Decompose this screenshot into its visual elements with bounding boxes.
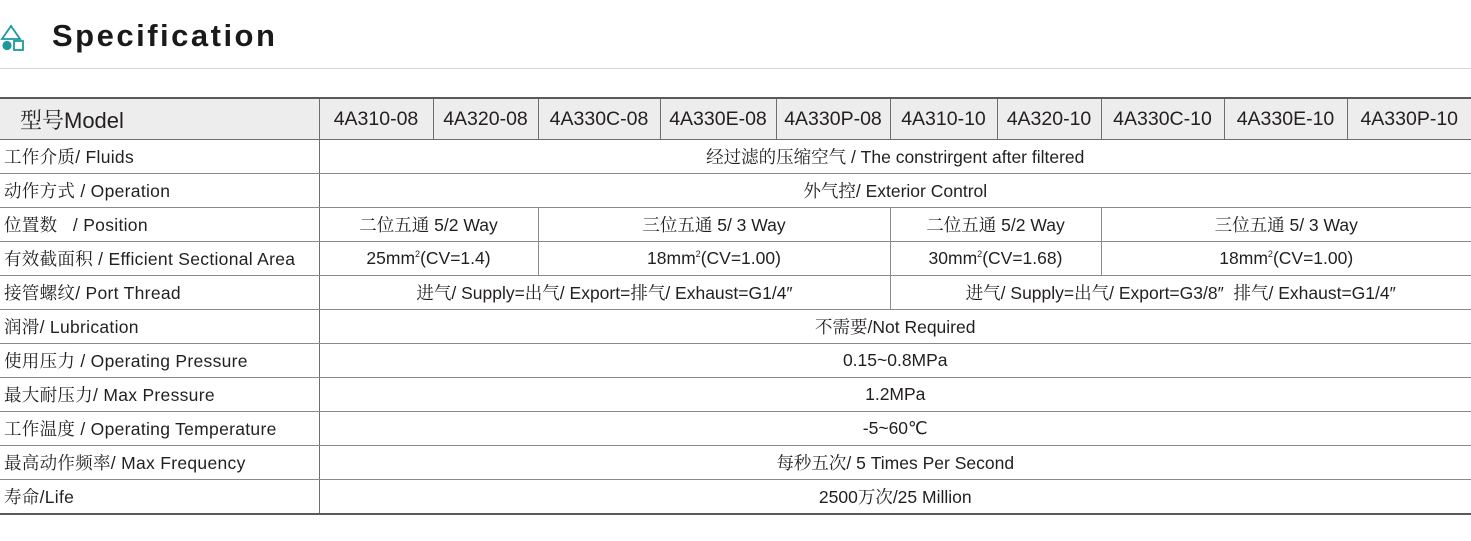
shapes-icon — [0, 24, 28, 52]
area-value: $18mm^2(CV=1.00)$ — [538, 242, 890, 276]
operating-pressure-value: 0.15~0.8MPa — [319, 344, 1471, 378]
operation-value: 外气控/ Exterior Control — [319, 174, 1471, 208]
specification-table — [0, 97, 1471, 515]
row-label-area: 有效截面积 / Efficient Sectional Area — [0, 242, 319, 276]
row-label-temperature: 工作温度 / Operating Temperature — [0, 412, 319, 446]
page-title: Specification — [52, 18, 278, 53]
port-thread-value: 进气/ Supply=出气/ Export=G3/8″ 排气/ Exhaust=G1/4″ — [890, 276, 1471, 310]
table-row — [0, 446, 1471, 480]
position-value: 三位五通 5/ 3 Way — [1101, 208, 1471, 242]
model-cell: 4A330P-10 — [1347, 98, 1471, 140]
table-row — [0, 208, 1471, 242]
row-label-operating-pressure: 使用压力 / Operating Pressure — [0, 344, 319, 378]
row-label-operation: 动作方式 / Operation — [0, 174, 319, 208]
row-label-max-frequency: 最高动作频率/ Max Frequency — [0, 446, 319, 480]
port-thread-value: 进气/ Supply=出气/ Export=排气/ Exhaust=G1/4″ — [319, 276, 890, 310]
table-row — [0, 140, 1471, 174]
area-value: $30mm^2(CV=1.68)$ — [890, 242, 1101, 276]
model-cell: 4A330E-08 — [660, 98, 776, 140]
model-cell: 4A320-10 — [997, 98, 1101, 140]
model-label: 型号Model — [0, 98, 319, 140]
table-row — [0, 344, 1471, 378]
row-label-lubrication: 润滑/ Lubrication — [0, 310, 319, 344]
table-row — [0, 480, 1471, 515]
model-cell: 4A310-08 — [319, 98, 433, 140]
table-row — [0, 378, 1471, 412]
model-cell: 4A330C-10 — [1101, 98, 1224, 140]
row-label-fluids: 工作介质/ Fluids — [0, 140, 319, 174]
position-value: 二位五通 5/2 Way — [319, 208, 538, 242]
temperature-value: -5~60℃ — [319, 412, 1471, 446]
position-value: 二位五通 5/2 Way — [890, 208, 1101, 242]
page-header — [0, 14, 1471, 60]
model-cell: 4A330C-08 — [538, 98, 660, 140]
model-cell: 4A330E-10 — [1224, 98, 1347, 140]
life-value: 2500万次/25 Million — [818, 487, 972, 507]
area-value: $25mm^2(CV=1.4)$ — [319, 242, 538, 276]
model-cell: 4A330P-08 — [776, 98, 890, 140]
row-label-position: 位置数 / Position — [0, 208, 319, 242]
max-frequency-value: 每秒五次/ 5 Times Per Second — [319, 446, 1471, 480]
fluids-value: 经过滤的压缩空气 / The constrirgent after filtered — [319, 140, 1471, 174]
header-divider — [0, 68, 1471, 69]
model-cell: 4A310-10 — [890, 98, 997, 140]
model-header-row — [0, 98, 1471, 140]
table-row — [0, 310, 1471, 344]
table-row — [0, 412, 1471, 446]
table-row — [0, 276, 1471, 310]
position-value: 三位五通 5/ 3 Way — [538, 208, 890, 242]
table-row — [0, 242, 1471, 276]
max-pressure-value: 1.2MPa — [319, 378, 1471, 412]
row-label-port-thread: 接管螺纹/ Port Thread — [0, 276, 319, 310]
model-cell: 4A320-08 — [433, 98, 538, 140]
lubrication-value: 不需要/Not Required — [319, 310, 1471, 344]
row-label-life: 寿命/Life — [0, 480, 319, 515]
row-label-max-pressure: 最大耐压力/ Max Pressure — [0, 378, 319, 412]
area-value: $18mm^2(CV=1.00)$ — [1101, 242, 1471, 276]
table-row — [0, 174, 1471, 208]
